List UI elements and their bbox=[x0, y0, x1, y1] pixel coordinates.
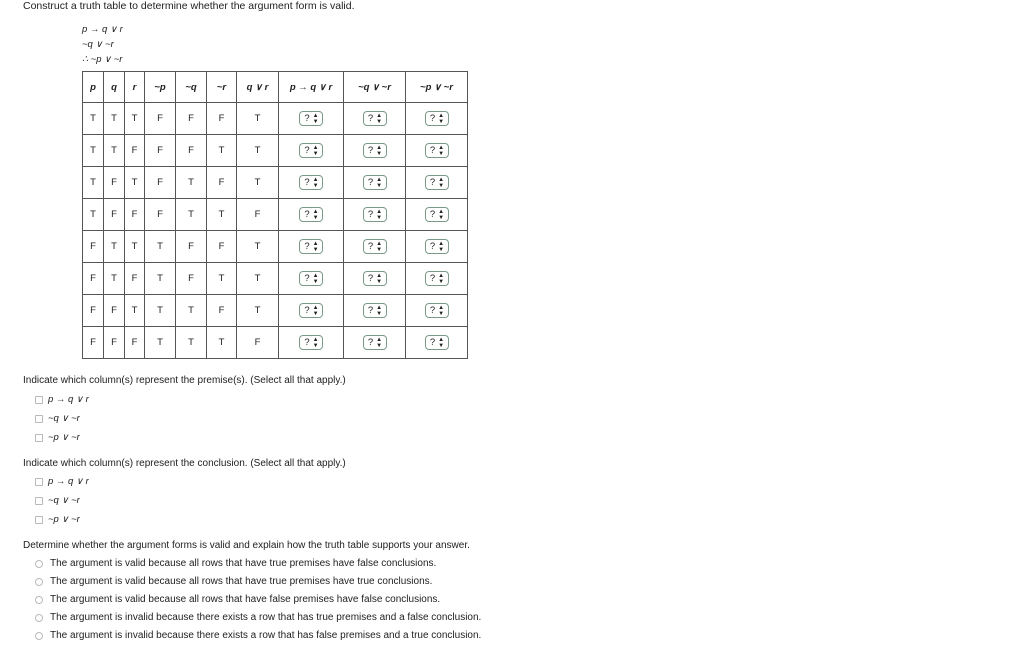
truth-cell: T bbox=[104, 231, 125, 263]
select-value: ? bbox=[367, 177, 374, 188]
select-value: ? bbox=[429, 241, 436, 252]
truth-cell: F bbox=[145, 199, 176, 231]
column-header: ~p bbox=[145, 72, 176, 103]
truth-cell: T bbox=[237, 135, 279, 167]
table-row bbox=[83, 199, 468, 231]
truth-cell: F bbox=[104, 167, 125, 199]
select-value: ? bbox=[429, 273, 436, 284]
truth-cell: F bbox=[145, 103, 176, 135]
up-down-arrows-icon: ▲ ▼ bbox=[376, 176, 383, 189]
truth-cell: F bbox=[125, 327, 145, 359]
truth-value-select[interactable] bbox=[363, 207, 387, 222]
select-value: ? bbox=[367, 305, 374, 316]
truth-value-select[interactable] bbox=[299, 143, 323, 158]
truth-cell: F bbox=[176, 135, 207, 167]
truth-value-select[interactable] bbox=[299, 303, 323, 318]
validity-option-1[interactable] bbox=[35, 558, 436, 569]
conclusion-option-1[interactable] bbox=[35, 476, 89, 487]
conclusion-option-3[interactable] bbox=[35, 514, 80, 525]
column-header: q bbox=[104, 72, 125, 103]
truth-cell: T bbox=[83, 199, 104, 231]
truth-cell: T bbox=[237, 263, 279, 295]
column-header: ~q ∨ ~r bbox=[344, 72, 406, 103]
select-value: ? bbox=[429, 113, 436, 124]
truth-cell: T bbox=[176, 199, 207, 231]
truth-cell: T bbox=[237, 231, 279, 263]
truth-value-select[interactable] bbox=[363, 239, 387, 254]
truth-value-select[interactable] bbox=[363, 271, 387, 286]
up-down-arrows-icon: ▲ ▼ bbox=[376, 144, 383, 157]
checkbox[interactable] bbox=[35, 478, 43, 486]
validity-option-3[interactable] bbox=[35, 594, 440, 605]
column-header: r bbox=[125, 72, 145, 103]
truth-value-select[interactable] bbox=[363, 303, 387, 318]
validity-option-2[interactable] bbox=[35, 576, 432, 587]
premise-question: Indicate which column(s) represent the premise(s). (Select all that apply.) bbox=[23, 375, 346, 386]
conclusion: ∴ ~p ∨ ~r bbox=[82, 54, 123, 65]
truth-cell: T bbox=[104, 135, 125, 167]
truth-cell: F bbox=[83, 295, 104, 327]
column-header: q ∨ r bbox=[237, 72, 279, 103]
truth-value-select[interactable] bbox=[363, 335, 387, 350]
premise-1: p → q ∨ r bbox=[82, 24, 123, 35]
select-value: ? bbox=[304, 145, 310, 156]
validity-option-4[interactable] bbox=[35, 612, 481, 623]
answer-cell bbox=[279, 167, 344, 199]
truth-cell: F bbox=[83, 231, 104, 263]
truth-cell: T bbox=[125, 103, 145, 135]
truth-value-select[interactable] bbox=[299, 239, 323, 254]
up-down-arrows-icon: ▲ ▼ bbox=[312, 144, 319, 157]
option-label: p → q ∨ r bbox=[48, 476, 89, 487]
table-row bbox=[83, 103, 468, 135]
select-value: ? bbox=[304, 337, 310, 348]
up-down-arrows-icon: ▲ ▼ bbox=[438, 176, 445, 189]
table-row bbox=[83, 295, 468, 327]
column-header: ~r bbox=[207, 72, 237, 103]
up-down-arrows-icon: ▲ ▼ bbox=[312, 272, 319, 285]
answer-cell bbox=[344, 135, 406, 167]
answer-cell bbox=[279, 327, 344, 359]
up-down-arrows-icon: ▲ ▼ bbox=[376, 240, 383, 253]
conclusion-question: Indicate which column(s) represent the conclusion. (Select all that apply.) bbox=[23, 458, 346, 469]
select-value: ? bbox=[367, 273, 374, 284]
answer-cell bbox=[344, 295, 406, 327]
truth-cell: F bbox=[237, 199, 279, 231]
select-value: ? bbox=[367, 209, 374, 220]
answer-cell bbox=[279, 103, 344, 135]
select-value: ? bbox=[429, 145, 436, 156]
option-label: The argument is invalid because there exists a row that has false premises and a true conclusion. bbox=[50, 630, 482, 641]
truth-cell: T bbox=[83, 135, 104, 167]
select-value: ? bbox=[304, 305, 310, 316]
select-value: ? bbox=[429, 337, 436, 348]
answer-cell bbox=[279, 135, 344, 167]
truth-value-select[interactable] bbox=[425, 175, 449, 190]
premise-option-3[interactable] bbox=[35, 432, 80, 443]
truth-cell: F bbox=[104, 295, 125, 327]
up-down-arrows-icon: ▲ ▼ bbox=[312, 304, 319, 317]
up-down-arrows-icon: ▲ ▼ bbox=[438, 304, 445, 317]
truth-value-select[interactable] bbox=[425, 303, 449, 318]
premise-2: ~q ∨ ~r bbox=[82, 39, 114, 50]
radio-button[interactable] bbox=[35, 614, 43, 622]
truth-cell: T bbox=[176, 327, 207, 359]
truth-value-select[interactable] bbox=[299, 207, 323, 222]
truth-cell: F bbox=[237, 327, 279, 359]
truth-cell: T bbox=[125, 231, 145, 263]
truth-cell: F bbox=[125, 135, 145, 167]
select-value: ? bbox=[429, 209, 436, 220]
truth-cell: F bbox=[83, 327, 104, 359]
up-down-arrows-icon: ▲ ▼ bbox=[376, 336, 383, 349]
table-row bbox=[83, 231, 468, 263]
answer-cell bbox=[279, 199, 344, 231]
answer-cell bbox=[406, 295, 468, 327]
answer-cell bbox=[406, 327, 468, 359]
answer-cell bbox=[406, 167, 468, 199]
up-down-arrows-icon: ▲ ▼ bbox=[438, 144, 445, 157]
truth-value-select[interactable] bbox=[299, 335, 323, 350]
truth-cell: F bbox=[176, 263, 207, 295]
select-value: ? bbox=[304, 113, 310, 124]
radio-button[interactable] bbox=[35, 560, 43, 568]
truth-cell: T bbox=[237, 295, 279, 327]
answer-cell bbox=[279, 263, 344, 295]
truth-cell: F bbox=[104, 327, 125, 359]
column-header: p bbox=[83, 72, 104, 103]
answer-cell bbox=[406, 135, 468, 167]
select-value: ? bbox=[367, 145, 374, 156]
truth-value-select[interactable] bbox=[425, 111, 449, 126]
up-down-arrows-icon: ▲ ▼ bbox=[376, 112, 383, 125]
checkbox[interactable] bbox=[35, 415, 43, 423]
up-down-arrows-icon: ▲ ▼ bbox=[376, 208, 383, 221]
checkbox[interactable] bbox=[35, 434, 43, 442]
select-value: ? bbox=[367, 337, 374, 348]
truth-value-select[interactable] bbox=[299, 111, 323, 126]
option-label: The argument is invalid because there exists a row that has true premises and a false conclusion. bbox=[50, 612, 482, 623]
truth-cell: T bbox=[125, 167, 145, 199]
answer-cell bbox=[344, 103, 406, 135]
truth-value-select[interactable] bbox=[363, 175, 387, 190]
answer-cell bbox=[406, 263, 468, 295]
truth-cell: T bbox=[125, 295, 145, 327]
option-label: ~q ∨ ~r bbox=[48, 495, 80, 506]
radio-button[interactable] bbox=[35, 632, 43, 640]
up-down-arrows-icon: ▲ ▼ bbox=[312, 176, 319, 189]
truth-value-select[interactable] bbox=[299, 271, 323, 286]
table-row bbox=[83, 135, 468, 167]
up-down-arrows-icon: ▲ ▼ bbox=[312, 240, 319, 253]
checkbox[interactable] bbox=[35, 497, 43, 505]
up-down-arrows-icon: ▲ ▼ bbox=[312, 112, 319, 125]
premise-option-2[interactable] bbox=[35, 413, 80, 424]
up-down-arrows-icon: ▲ ▼ bbox=[438, 112, 445, 125]
answer-cell bbox=[406, 199, 468, 231]
up-down-arrows-icon: ▲ ▼ bbox=[312, 336, 319, 349]
truth-cell: F bbox=[145, 167, 176, 199]
truth-cell: F bbox=[125, 263, 145, 295]
truth-cell: T bbox=[207, 199, 237, 231]
truth-cell: F bbox=[145, 135, 176, 167]
premise-option-1[interactable] bbox=[35, 394, 89, 405]
validity-question: Determine whether the argument forms is valid and explain how the truth table supports your answer. bbox=[23, 540, 470, 551]
truth-cell: F bbox=[176, 103, 207, 135]
truth-table bbox=[82, 71, 468, 359]
table-row bbox=[83, 263, 468, 295]
up-down-arrows-icon: ▲ ▼ bbox=[376, 272, 383, 285]
answer-cell bbox=[279, 231, 344, 263]
option-label: p → q ∨ r bbox=[48, 394, 89, 405]
truth-cell: T bbox=[83, 103, 104, 135]
truth-value-select[interactable] bbox=[363, 111, 387, 126]
select-value: ? bbox=[304, 241, 310, 252]
truth-cell: F bbox=[176, 231, 207, 263]
option-label: The argument is valid because all rows that have true premises have true conclusions. bbox=[50, 576, 433, 587]
select-value: ? bbox=[429, 177, 436, 188]
up-down-arrows-icon: ▲ ▼ bbox=[438, 272, 445, 285]
truth-cell: T bbox=[104, 103, 125, 135]
truth-value-select[interactable] bbox=[425, 143, 449, 158]
up-down-arrows-icon: ▲ ▼ bbox=[376, 304, 383, 317]
answer-cell bbox=[344, 327, 406, 359]
truth-cell: F bbox=[207, 103, 237, 135]
answer-cell bbox=[344, 167, 406, 199]
select-value: ? bbox=[304, 177, 310, 188]
truth-cell: T bbox=[207, 263, 237, 295]
answer-cell bbox=[406, 231, 468, 263]
truth-cell: T bbox=[237, 167, 279, 199]
up-down-arrows-icon: ▲ ▼ bbox=[312, 208, 319, 221]
option-label: The argument is valid because all rows that have false premises have false conclusions. bbox=[50, 594, 441, 605]
truth-cell: T bbox=[176, 295, 207, 327]
truth-value-select[interactable] bbox=[425, 239, 449, 254]
column-header: ~q bbox=[176, 72, 207, 103]
select-value: ? bbox=[429, 305, 436, 316]
truth-cell: T bbox=[237, 103, 279, 135]
truth-cell: T bbox=[145, 263, 176, 295]
table-row bbox=[83, 167, 468, 199]
conclusion-option-2[interactable] bbox=[35, 495, 80, 506]
truth-value-select[interactable] bbox=[425, 207, 449, 222]
truth-cell: T bbox=[145, 295, 176, 327]
table-header-row bbox=[83, 72, 468, 103]
checkbox[interactable] bbox=[35, 396, 43, 404]
up-down-arrows-icon: ▲ ▼ bbox=[438, 336, 445, 349]
truth-cell: T bbox=[145, 231, 176, 263]
radio-button[interactable] bbox=[35, 596, 43, 604]
up-down-arrows-icon: ▲ ▼ bbox=[438, 240, 445, 253]
truth-cell: F bbox=[207, 295, 237, 327]
truth-cell: F bbox=[104, 199, 125, 231]
truth-cell: T bbox=[207, 135, 237, 167]
checkbox[interactable] bbox=[35, 516, 43, 524]
truth-cell: T bbox=[83, 167, 104, 199]
select-value: ? bbox=[304, 273, 310, 284]
answer-cell bbox=[344, 263, 406, 295]
column-header: p → q ∨ r bbox=[279, 72, 344, 103]
select-value: ? bbox=[367, 241, 374, 252]
truth-cell: F bbox=[83, 263, 104, 295]
option-label: ~p ∨ ~r bbox=[48, 514, 80, 525]
truth-cell: F bbox=[207, 231, 237, 263]
up-down-arrows-icon: ▲ ▼ bbox=[438, 208, 445, 221]
select-value: ? bbox=[367, 113, 374, 124]
truth-cell: T bbox=[176, 167, 207, 199]
truth-cell: F bbox=[125, 199, 145, 231]
table-row bbox=[83, 327, 468, 359]
radio-button[interactable] bbox=[35, 578, 43, 586]
option-label: ~q ∨ ~r bbox=[48, 413, 80, 424]
validity-option-5[interactable] bbox=[35, 630, 481, 641]
answer-cell bbox=[279, 295, 344, 327]
instruction-text: Construct a truth table to determine whether the argument form is valid. bbox=[23, 0, 355, 12]
answer-cell bbox=[344, 199, 406, 231]
truth-value-select[interactable] bbox=[425, 335, 449, 350]
truth-value-select[interactable] bbox=[363, 143, 387, 158]
truth-cell: F bbox=[207, 167, 237, 199]
truth-cell: T bbox=[104, 263, 125, 295]
answer-cell bbox=[406, 103, 468, 135]
select-value: ? bbox=[304, 209, 310, 220]
column-header: ~p ∨ ~r bbox=[406, 72, 468, 103]
answer-cell bbox=[344, 231, 406, 263]
truth-value-select[interactable] bbox=[425, 271, 449, 286]
option-label: The argument is valid because all rows that have true premises have false conclusions. bbox=[50, 558, 437, 569]
truth-value-select[interactable] bbox=[299, 175, 323, 190]
truth-cell: T bbox=[145, 327, 176, 359]
truth-cell: T bbox=[207, 327, 237, 359]
option-label: ~p ∨ ~r bbox=[48, 432, 80, 443]
